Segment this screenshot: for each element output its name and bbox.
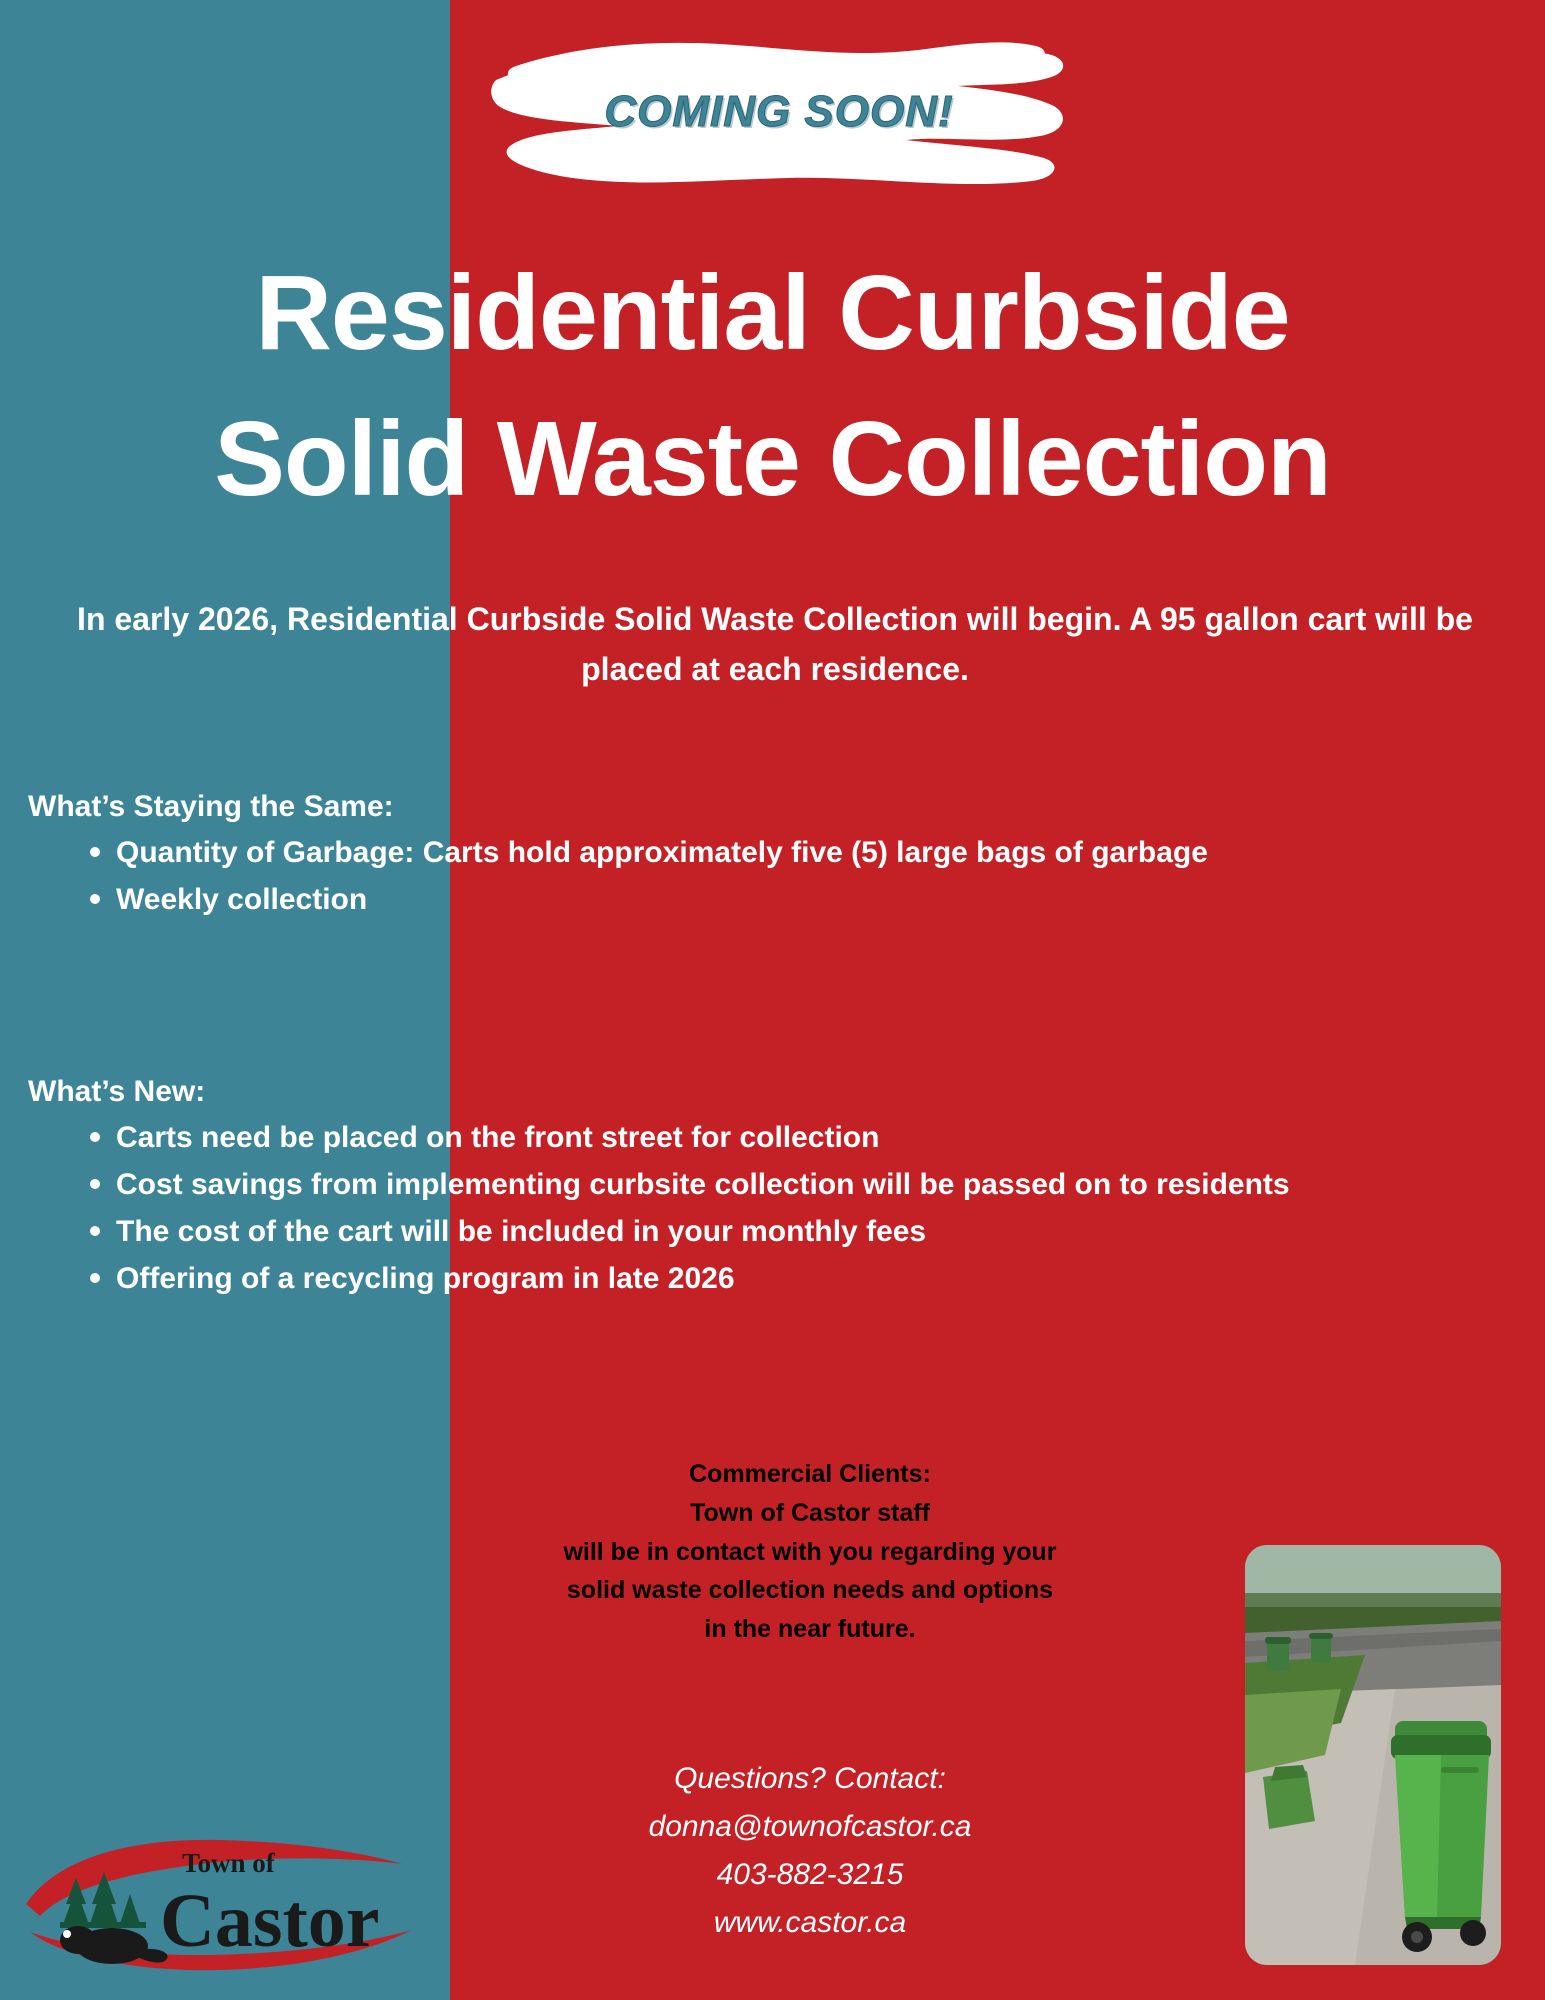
section-whats-new <box>28 1075 1518 1303</box>
headline-line-1: Residential Curbside <box>255 254 1290 372</box>
intro-paragraph: In early 2026, Residential Curbside Solid Waste Collection will begin. A 95 gallon cart will be placed at each residence. <box>77 601 1473 687</box>
commercial-line-3: will be in contact with you regarding your <box>563 1537 1057 1566</box>
bullet-list <box>28 1115 1518 1301</box>
photo-illustration <box>1245 1545 1501 1965</box>
contact-prompt: Questions? Contact: <box>674 1762 946 1795</box>
contact-block <box>440 1755 1180 1947</box>
list-item: Cost savings from implementing curbsite collection will be passed on to residents <box>86 1162 1518 1207</box>
section-title: What’s New: <box>28 1075 206 1108</box>
list-item: Weekly collection <box>86 877 1518 922</box>
garbage-cart-photo <box>1245 1545 1501 1965</box>
coming-soon-label: COMING SOON! <box>604 87 954 136</box>
commercial-clients-notice <box>440 1455 1180 1649</box>
coming-soon-banner <box>488 36 1070 188</box>
section-staying-the-same <box>28 790 1518 924</box>
logo-castor-text: Castor <box>160 1879 380 1963</box>
commercial-line-2: Town of Castor staff <box>690 1498 930 1527</box>
headline-line-2: Solid Waste Collection <box>214 400 1331 519</box>
commercial-line-4: solid waste collection needs and options <box>566 1576 1054 1605</box>
list-item: Carts need be placed on the front street for collection <box>86 1115 1518 1160</box>
section-title: What’s Staying the Same: <box>28 790 394 823</box>
list-item: The cost of the cart will be included in your monthly fees <box>86 1209 1518 1254</box>
commercial-line-1: Commercial Clients: <box>689 1460 931 1488</box>
list-item: Offering of a recycling program in late 2026 <box>86 1256 1518 1301</box>
bullet-list <box>28 830 1518 922</box>
contact-website[interactable]: www.castor.ca <box>713 1906 907 1939</box>
list-item: Quantity of Garbage: Carts hold approximately five (5) large bags of garbage <box>86 830 1518 875</box>
town-of-castor-logo <box>20 1800 420 1980</box>
logo-artwork <box>20 1800 420 1980</box>
commercial-line-5: in the near future. <box>704 1615 916 1643</box>
page-title <box>40 240 1505 533</box>
logo-town-of-text: Town of <box>182 1848 275 1878</box>
contact-phone[interactable]: 403-882-3215 <box>716 1858 904 1891</box>
contact-email[interactable]: donna@townofcastor.ca <box>648 1810 972 1843</box>
